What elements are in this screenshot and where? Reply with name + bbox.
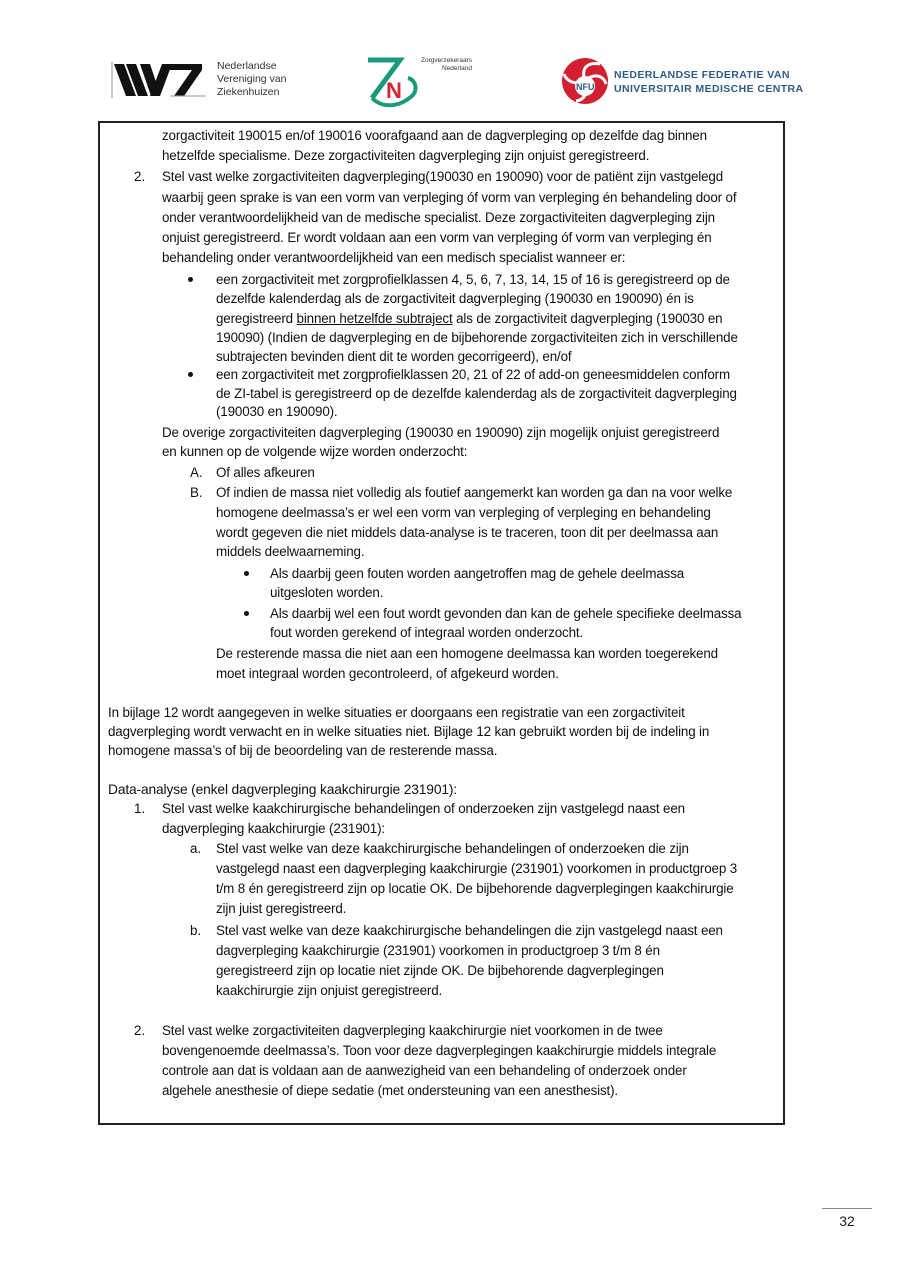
zn-mark-icon xyxy=(364,54,424,110)
sub-item-line: kaakchirurgie zijn onjuist geregistreerd. xyxy=(216,983,443,998)
sub-item-line: geregistreerd zijn op locatie niet zijnde OK. De bijbehorende dagverplegingen xyxy=(216,963,664,978)
nvz-logo xyxy=(110,60,300,102)
option-line: Of indien de massa niet volledig als foutief aangemerkt kan worden ga dan na voor welke xyxy=(216,485,733,500)
sub-item-line: t/m 8 én geregistreerd zijn op locatie OK. De bijbehorende dagverplegingen kaakchirurgie xyxy=(216,881,734,896)
option-line: middels deelwaarneming. xyxy=(216,544,365,559)
zn-line1: Zorgverzekeraars xyxy=(421,57,472,64)
sub-item-line: zijn juist geregistreerd. xyxy=(216,901,347,916)
paragraph-line: dagverpleging wordt verwacht en in welke situaties niet. Bijlage 12 kan gebruikt worden bij de indeling in xyxy=(108,724,710,739)
paragraph-line: moet integraal worden gecontroleerd, of afgekeurd worden. xyxy=(216,666,559,681)
bullet-line: 190090) (Indien de dagverpleging en de bijbehorende zorgactiviteiten zich in verschillende xyxy=(216,330,738,345)
bullet-line: een zorgactiviteit met zorgprofielklassen 20, 21 of 22 of add-on geneesmiddelen conform xyxy=(216,367,730,382)
list-number: 2. xyxy=(134,1023,146,1038)
section-heading: Data-analyse (enkel dagverpleging kaakchirurgie 231901): xyxy=(108,782,458,797)
list-item-line: algehele anesthesie of diepe sedatie (met ondersteuning van een anesthesist). xyxy=(162,1083,618,1098)
option-line: Of alles afkeuren xyxy=(216,465,315,480)
paragraph-line: en kunnen op de volgende wijze worden onderzocht: xyxy=(162,444,468,459)
page-number: 32 xyxy=(839,1213,855,1229)
nvz-line3: Ziekenhuizen xyxy=(217,86,280,98)
option-label: A. xyxy=(190,465,203,480)
list-item-line: controle aan dat is voldaan aan de aanwezigheid van een behandeling of onderzoek onder xyxy=(162,1063,687,1078)
list-item-line: Stel vast welke zorgactiviteiten dagverpleging(190030 en 190090) voor de patiënt zijn vastgelegd xyxy=(162,169,724,184)
bullet-line: subtrajecten bevinden dient dit te worden gecorrigeerd), en/of xyxy=(216,349,572,364)
list-item-line: bovengenoemde deelmassa’s. Toon voor deze dagverplegingen kaakchirurgie middels integrale xyxy=(162,1043,717,1058)
bullet-line: een zorgactiviteit met zorgprofielklassen 4, 5, 6, 7, 13, 14, 15 of 16 is geregistreerd op de xyxy=(216,272,730,287)
bullet-icon xyxy=(188,372,193,377)
paragraph-line: zorgactiviteit 190015 en/of 190016 voorafgaand aan de dagverpleging op dezelfde dag binnen xyxy=(162,128,707,143)
option-label: B. xyxy=(190,485,203,500)
bullet-text: als de zorgactiviteit dagverpleging (190030 en xyxy=(452,311,723,326)
paragraph-line: hetzelfde specialisme. Deze zorgactiviteiten dagverpleging zijn onjuist geregistreerd. xyxy=(162,148,650,163)
paragraph-line: homogene massa’s of bij de beoordeling van de resterende massa. xyxy=(108,743,498,758)
nfu-logo xyxy=(560,56,804,106)
nvz-line2: Vereniging van xyxy=(217,73,287,85)
sub-item-line: dagverpleging kaakchirurgie (231901) voorkomen in productgroep 3 t/m 8 én xyxy=(216,943,660,958)
nfu-mark-icon xyxy=(560,56,610,106)
footer-rule xyxy=(822,1208,872,1209)
option-line: wordt gegeven die niet middels data-analyse is te traceren, toon dit per deelmassa aan xyxy=(216,525,719,540)
zn-line2: Nederland xyxy=(442,65,472,72)
nfu-line1: NEDERLANDSE FEDERATIE VAN xyxy=(614,69,790,81)
sub-item-line: vastgelegd naast een dagverpleging kaakchirurgie (231901) voorkomen in productgroep 3 xyxy=(216,861,737,876)
paragraph-line: De resterende massa die niet aan een homogene deelmassa kan worden toegerekend xyxy=(216,646,718,661)
nfu-abbr: NFU xyxy=(576,82,595,92)
list-item-line: onjuist geregistreerd. Er wordt voldaan aan een vorm van verpleging óf vorm van verpleging én xyxy=(162,230,712,245)
zn-letter: N xyxy=(386,78,402,103)
sub-item-label: b. xyxy=(190,923,202,938)
list-item-line: behandeling onder verantwoordelijkheid van een medisch specialist wanneer er: xyxy=(162,250,626,265)
option-line: homogene deelmassa’s er wel een vorm van verpleging of verpleging en behandeling xyxy=(216,505,711,520)
nfu-line2: UNIVERSITAIR MEDISCHE CENTRA xyxy=(614,83,804,95)
bullet-icon xyxy=(244,611,249,616)
paragraph-line: In bijlage 12 wordt aangegeven in welke situaties er doorgaans een registratie van een zorgactiviteit xyxy=(108,705,685,720)
sub-item-line: Stel vast welke van deze kaakchirurgische behandelingen die zijn vastgelegd naast een xyxy=(216,923,723,938)
sub-bullet-line: Als daarbij wel een fout wordt gevonden dan kan de gehele specifieke deelmassa xyxy=(270,606,742,621)
bullet-icon xyxy=(188,277,193,282)
zn-logo xyxy=(364,54,474,110)
underlined-text: binnen hetzelfde subtraject xyxy=(296,311,453,326)
list-item-line: Stel vast welke kaakchirurgische behandelingen of onderzoeken zijn vastgelegd naast een xyxy=(162,801,685,816)
bullet-line xyxy=(216,309,722,328)
bullet-icon xyxy=(244,571,249,576)
list-number: 2. xyxy=(134,169,146,184)
sub-bullet-line: Als daarbij geen fouten worden aangetroffen mag de gehele deelmassa xyxy=(270,566,685,581)
nvz-line1: Nederlandse xyxy=(217,60,277,72)
sub-item-label: a. xyxy=(190,841,202,856)
bullet-text: geregistreerd xyxy=(216,311,297,326)
list-item-line: onder verantwoordelijkheid van de medische specialist. Deze zorgactiviteiten dagverpleging zijn xyxy=(162,210,715,225)
paragraph-line: De overige zorgactiviteiten dagverpleging (190030 en 190090) zijn mogelijk onjuist geregistreerd xyxy=(162,425,720,440)
bullet-line: de ZI-tabel is geregistreerd op de dezelfde kalenderdag als de zorgactiviteit dagverpleging xyxy=(216,386,737,401)
list-number: 1. xyxy=(134,801,146,816)
bullet-line: dezelfde kalenderdag als de zorgactiviteit dagverpleging (190030 en 190090) én is xyxy=(216,291,694,306)
page-header xyxy=(0,52,900,114)
list-item-line: dagverpleging kaakchirurgie (231901): xyxy=(162,821,385,836)
bullet-line: (190030 en 190090). xyxy=(216,404,338,419)
sub-item-line: Stel vast welke van deze kaakchirurgische behandelingen of onderzoeken die zijn xyxy=(216,841,689,856)
list-item-line: waarbij geen sprake is van een vorm van verpleging óf vorm van verpleging én behandeling door of xyxy=(162,190,737,205)
list-item-line: Stel vast welke zorgactiviteiten dagverpleging kaakchirurgie niet voorkomen in de twee xyxy=(162,1023,663,1038)
nvz-mark-icon xyxy=(110,62,208,98)
sub-bullet-line: fout worden gerekend of integraal worden onderzocht. xyxy=(270,625,584,640)
sub-bullet-line: uitgesloten worden. xyxy=(270,585,384,600)
